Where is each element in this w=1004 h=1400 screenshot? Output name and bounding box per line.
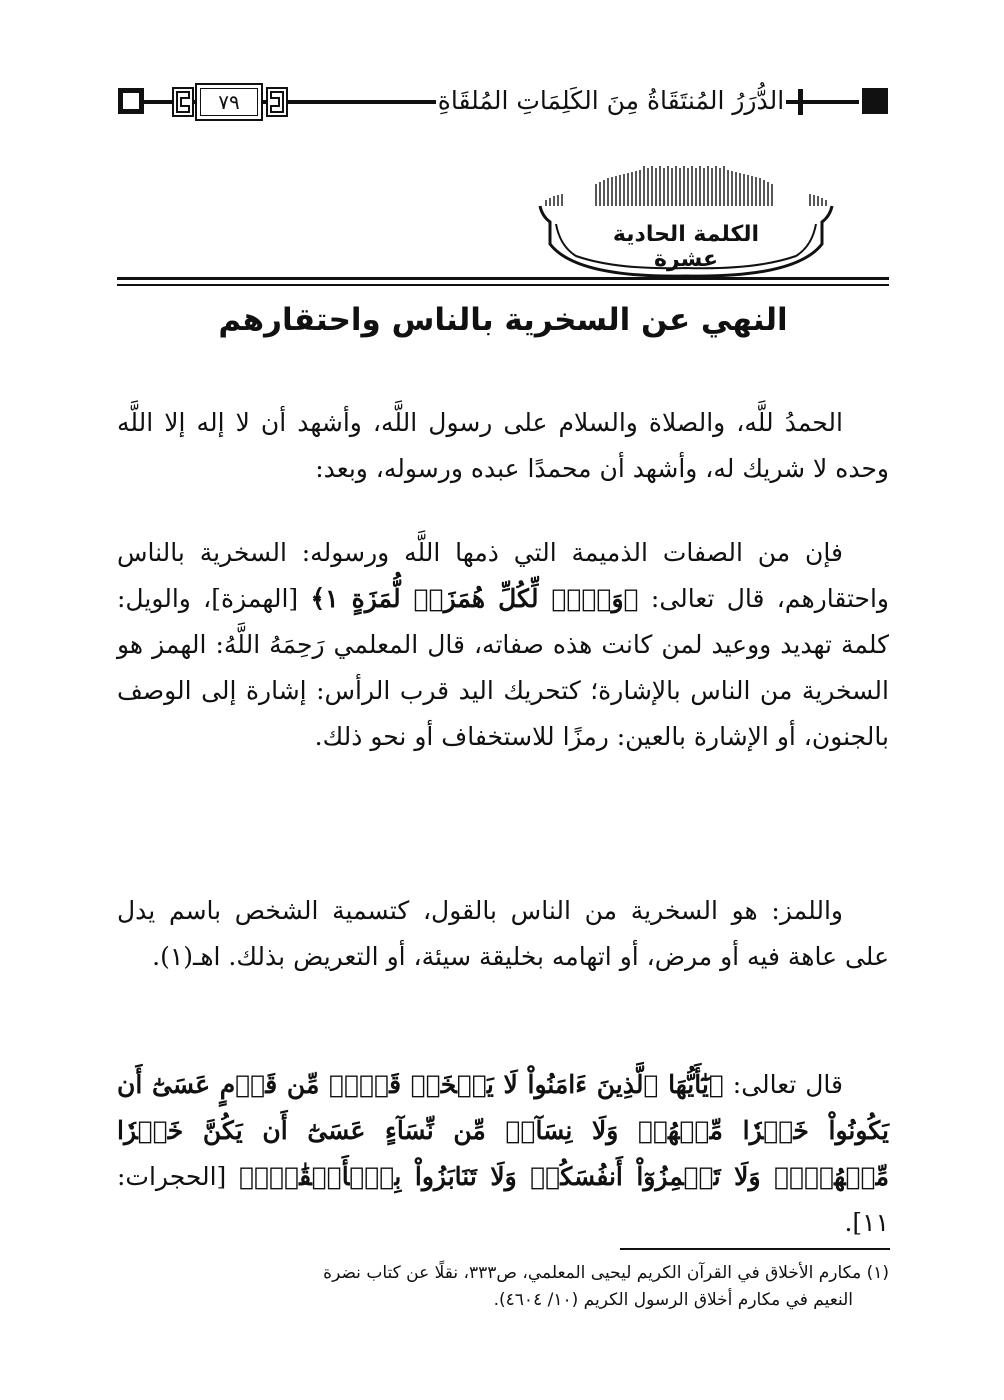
chapter-cartouche: [536, 166, 836, 278]
footnote-line-2: النعيم في مكارم أخلاق الرسول الكريم (١٠/ ٤٦٠٤).: [493, 1290, 853, 1310]
book-title: الدُّرَرُ المُنتَقَاةُ مِنَ الكَلِمَاتِ المُلقَاةِ: [436, 79, 786, 123]
paragraph-4-text: [117, 1062, 889, 1246]
footnote-rule: [620, 1248, 890, 1250]
hollow-square-ornament: [118, 88, 144, 114]
paragraph-4-lead: قال تعالى:: [723, 1070, 843, 1099]
running-header: [118, 82, 888, 122]
paragraph-2: [117, 530, 889, 760]
page-number-box: [195, 83, 263, 121]
paragraph-4: [117, 1062, 889, 1246]
paragraph-4-citation: [الحجرات: ١١].: [117, 1162, 889, 1237]
paragraph-3: [117, 888, 889, 980]
quran-verse-humaza: ﴿وَيۡلٞ لِّكُلِّ هُمَزَةٖ لُّمَزَةٍ ١﴾: [310, 584, 639, 613]
page-title: النهي عن السخرية بالناس واحتقارهم: [218, 302, 788, 338]
paragraph-2-text: [117, 530, 889, 760]
paragraph-3-text: واللمز: هو السخرية من الناس بالقول، كتسمية الشخص باسم يدل على عاهة فيه أو مرض، أو اتهامه بخليقة سيئة، أو التعريض بذلك. اهـ(١).: [117, 896, 889, 971]
paragraph-2-rest: [الهمزة]، والويل: كلمة تهديد ووعيد لمن كانت هذه صفاته، قال المعلمي رَحِمَهُ اللَّهُ: الهمز هو السخرية من الناس بالإشارة؛ كتحريك اليد قرب الرأس: إشارة إلى الوصف بالجنون، أو الإشارة بالعين: رمزًا للاستخفاف أو نحو ذلك.: [117, 584, 889, 751]
header-bar-mark: [798, 89, 803, 115]
footnote-line-1: (١) مكارم الأخلاق في القرآن الكريم ليحيى المعلمي، ص٣٣٣، نقلًا عن كتاب نضرة: [323, 1263, 889, 1283]
paragraph-1: [117, 400, 889, 492]
divider-rule-top: [117, 277, 889, 280]
page-number: ٧٩: [200, 88, 258, 116]
chapter-label: الكلمة الحادية عشرة: [612, 222, 760, 272]
quran-verse-hujurat: ﴿يَٰٓأَيُّهَا ٱلَّذِينَ ءَامَنُواْ لَا يَسۡخَرۡ قَوۡمٞ مِّن قَوۡمٍ عَسَىٰٓ أَن يَكُونُواْ خَيۡرٗا مِّنۡهُمۡ وَلَا نِسَآءٞ مِّن نِّسَآءٍ عَسَىٰٓ أَن يَكُنَّ خَيۡرٗا مِّنۡهُنَّۖ وَلَا تَلۡمِزُوٓاْ أَنفُسَكُمۡ وَلَا تَنَابَزُواْ بِٱلۡأَلۡقَٰبِۖ﴾: [117, 1070, 889, 1191]
filled-square-ornament: [862, 88, 888, 114]
paragraph-1-text: الحمدُ للَّه، والصلاة والسلام على رسول اللَّه، وأشهد أن لا إله إلا اللَّه وحده لا شريك له، وأشهد أن محمدًا عبده ورسوله، وبعد:: [117, 408, 889, 483]
paragraph-2-lead: فإن من الصفات الذميمة التي ذمها اللَّه ورسوله: السخرية بالناس واحتقارهم، قال تعالى:: [117, 538, 890, 613]
ornament-left-icon: [171, 86, 195, 118]
footnote: [117, 1260, 889, 1314]
ornament-right-icon: [265, 86, 289, 118]
divider-rule-bottom: [117, 284, 889, 286]
